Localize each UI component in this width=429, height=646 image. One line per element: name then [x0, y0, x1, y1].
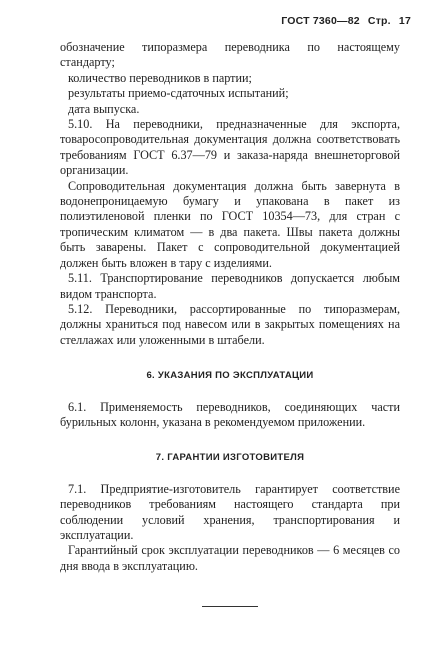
page-number: 17	[398, 15, 411, 27]
paragraph: дата выпуска.	[68, 101, 140, 116]
paragraph: 6.1. Применяемость переводников, соединяющих части бурильных колонн, указана в рекомендуемом приложении.	[60, 399, 400, 429]
standard-number: ГОСТ 7360—82	[281, 15, 360, 27]
section-7-title: 7. ГАРАНТИИ ИЗГОТОВИТЕЛЯ	[155, 452, 305, 464]
end-rule	[202, 606, 258, 607]
document-body	[60, 40, 400, 607]
paragraph: 7.1. Предприятие-изготовитель гарантирует соответствие переводников требованиям настоящего стандарта при соблюдении условий хранения, транспортирования и эксплуатации.	[60, 481, 400, 542]
paragraph: обозначение типоразмера переводника по настоящему стандарту;	[60, 40, 400, 70]
paragraph: 5.11. Транспортирование переводников допускается любым видом транспорта.	[60, 271, 400, 301]
section-6-title: 6. УКАЗАНИЯ ПО ЭКСПЛУАТАЦИИ	[146, 370, 314, 382]
paragraph: Гарантийный срок эксплуатации переводников — 6 месяцев со дня ввода в эксплуатацию.	[60, 543, 400, 573]
page-header	[276, 15, 411, 27]
paragraph: результаты приемо-сдаточных испытаний;	[68, 86, 289, 101]
paragraph: 5.12. Переводники, рассортированные по типоразмерам, должны храниться под навесом или в закрытых помещениях на стеллажах или уложенными в штабели.	[60, 301, 400, 347]
paragraph: количество переводников в партии;	[68, 70, 252, 85]
page-label: Стр.	[367, 15, 391, 27]
paragraph: Сопроводительная документация должна быть завернута в водонепроницаемую бумагу и упакована в пакет из полиэтиленовой пленки по ГОСТ 10354—73, для стран с тропическим климатом — в два пакета. Швы пакета должны быть заварены. Пакет с сопроводительной документацией должен быть вложен в тару с изделиями.	[60, 178, 400, 270]
paragraph: 5.10. На переводники, предназначенные для экспорта, товаросопроводительная документация должна соответствовать требованиям ГОСТ 6.37—79 и заказа-наряда внешнеторговой организации.	[60, 117, 400, 178]
